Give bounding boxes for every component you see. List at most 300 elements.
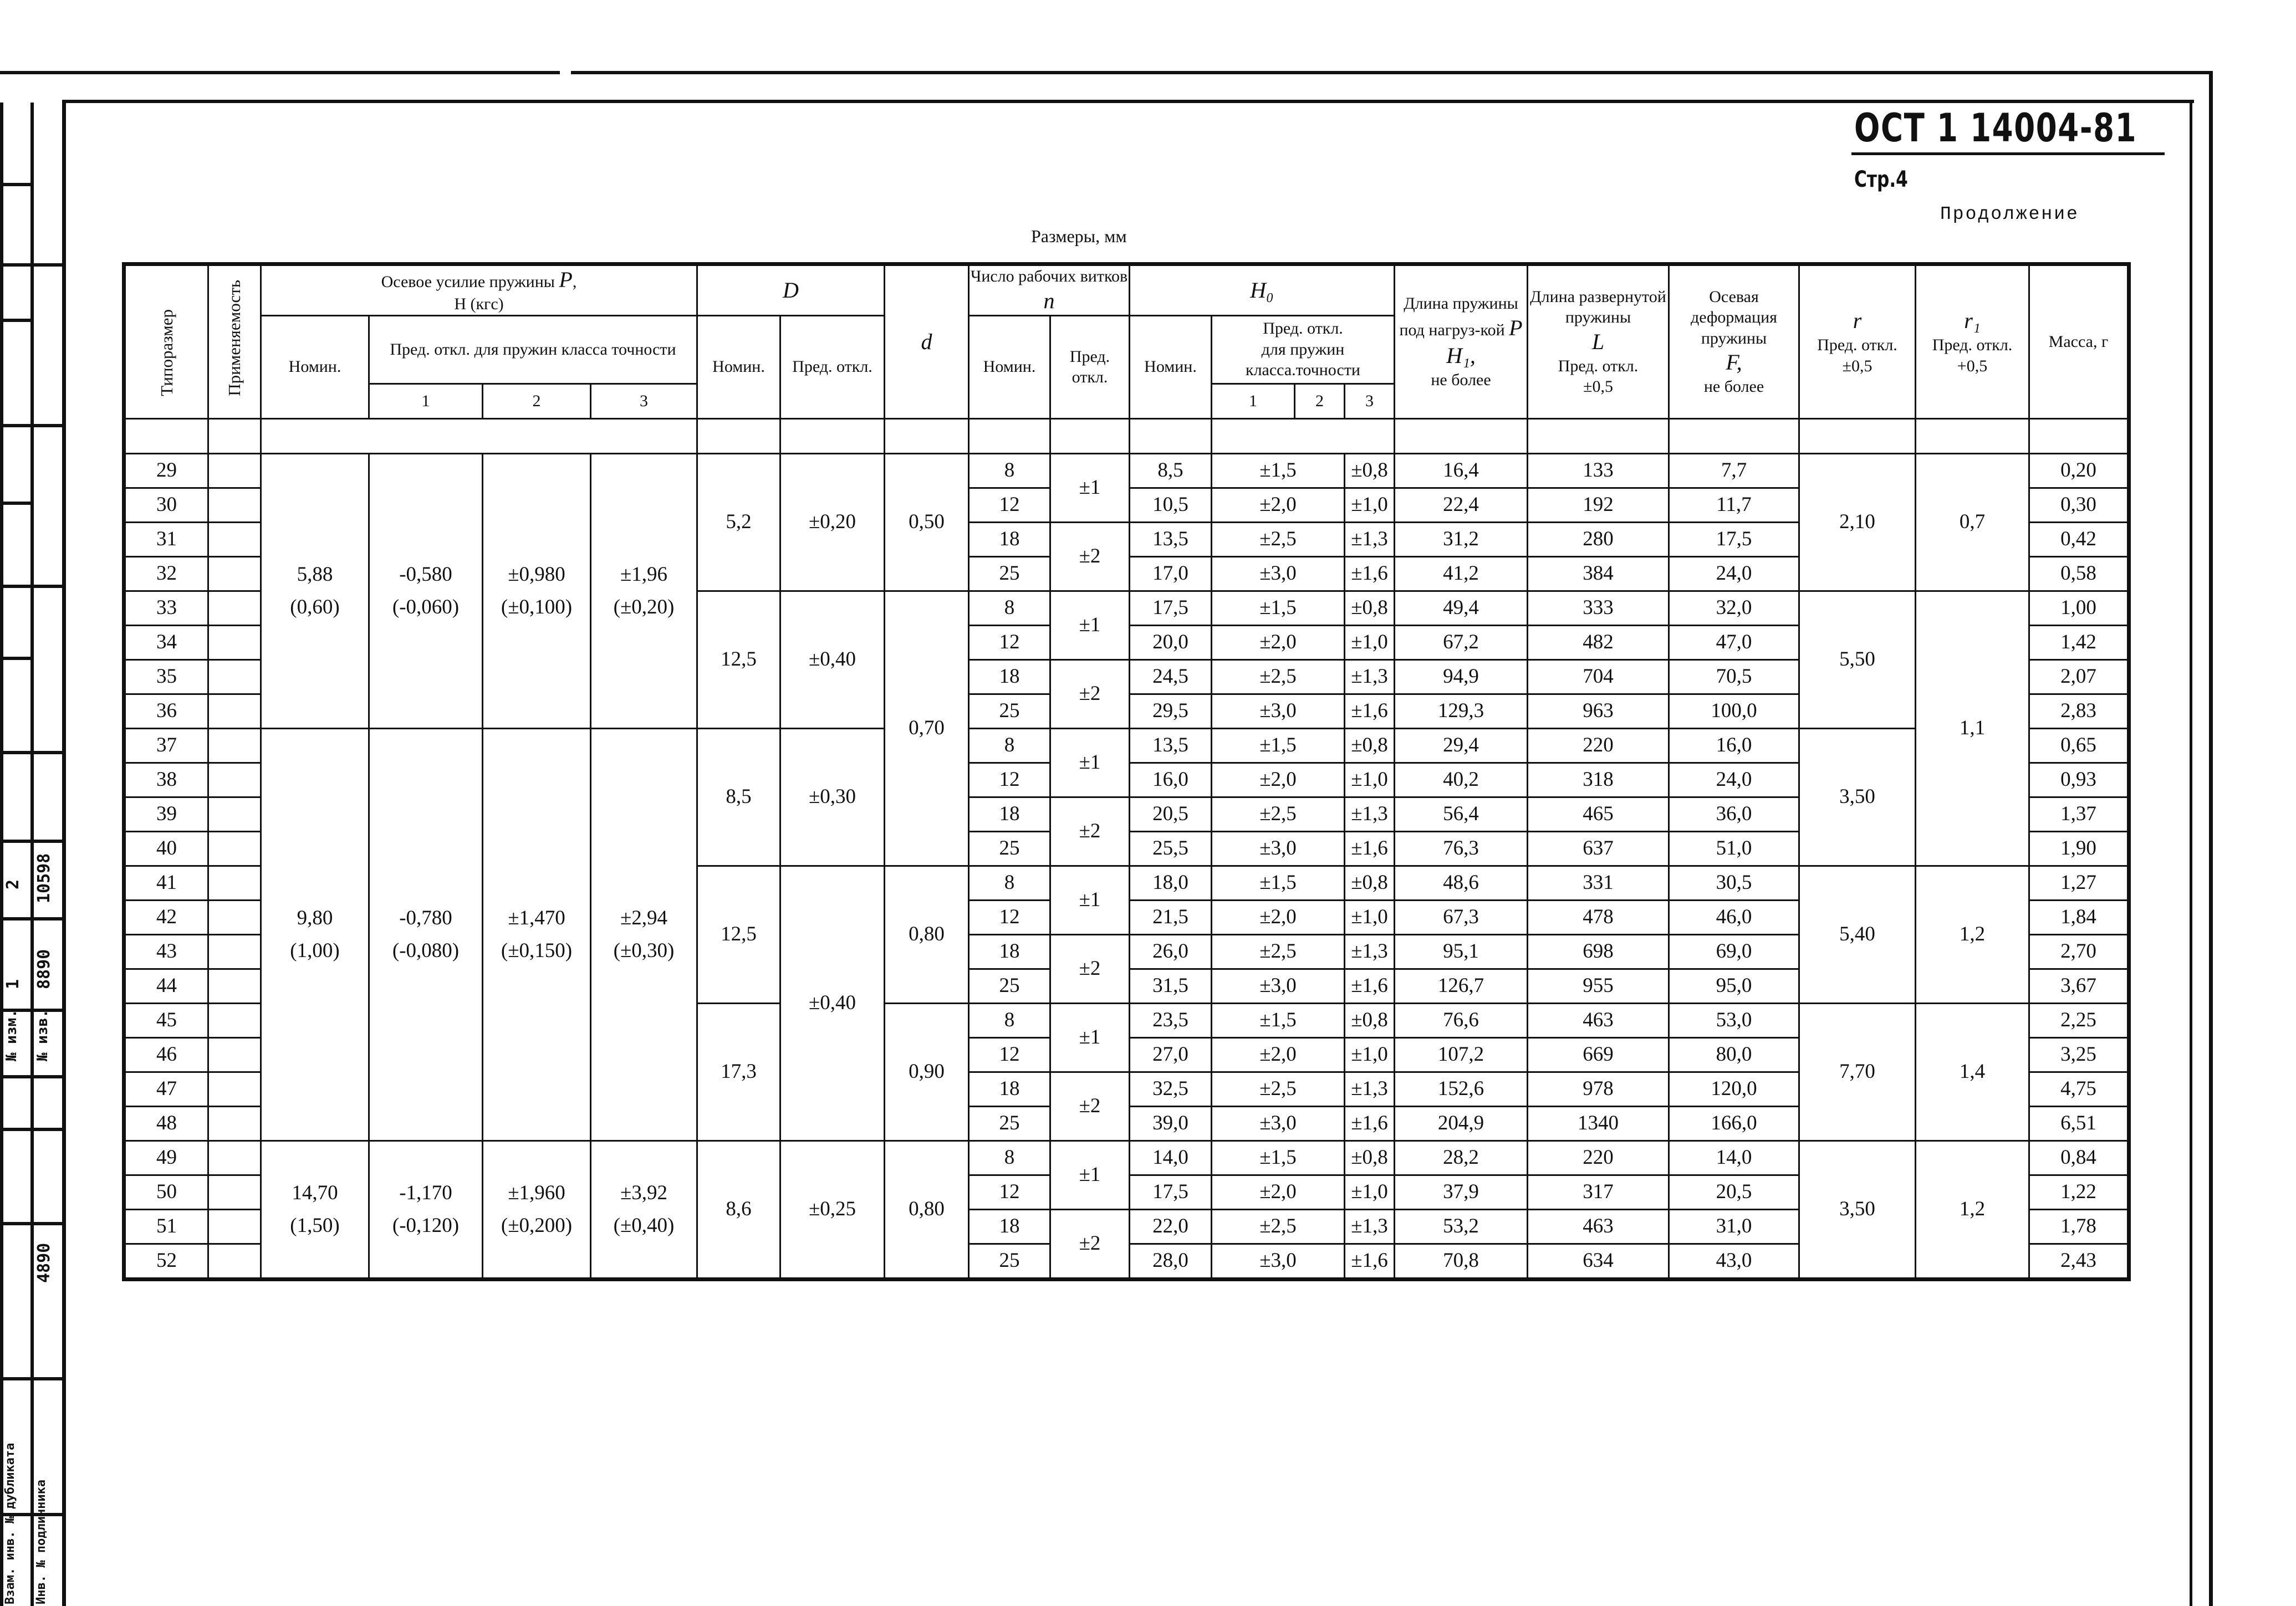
n-dev-cell: ±2 <box>1050 1209 1130 1279</box>
F-cell: 120,0 <box>1669 1072 1799 1106</box>
H0-nom-cell: 13,5 <box>1130 728 1212 763</box>
gap-cell <box>1528 418 1669 453</box>
H0-dev-class12-cell: ±1,5 <box>1212 866 1345 900</box>
H1-cell: 48,6 <box>1395 866 1528 900</box>
mass-cell: 1,84 <box>2029 900 2129 934</box>
col-header-class-2: 2 <box>483 383 591 418</box>
use-cell <box>208 866 261 900</box>
use-cell <box>208 556 261 591</box>
mass-cell: 2,43 <box>2029 1244 2129 1279</box>
H0-nom-cell: 32,5 <box>1130 1072 1212 1106</box>
L-cell: 463 <box>1528 1003 1669 1037</box>
mass-cell: 0,30 <box>2029 488 2129 522</box>
r1-cell: 1,2 <box>1916 1140 2029 1279</box>
type-cell: 37 <box>124 728 208 763</box>
force-dev-1-kgs: (-0,080) <box>392 939 460 962</box>
strip-left-edge <box>0 103 3 1606</box>
L-cell: 280 <box>1528 522 1669 556</box>
col-header-D: D <box>697 264 885 316</box>
F-cell: 100,0 <box>1669 694 1799 728</box>
H0-dev-class12-cell: ±1,5 <box>1212 728 1345 763</box>
use-cell <box>208 763 261 797</box>
strip-line <box>0 840 65 843</box>
H1-cell: 129,3 <box>1395 694 1528 728</box>
H0-dev-class12-cell: ±3,0 <box>1212 694 1345 728</box>
mass-cell: 1,42 <box>2029 625 2129 659</box>
use-cell <box>208 1037 261 1072</box>
use-cell <box>208 1140 261 1175</box>
force-dev-1-kgs: (-0,120) <box>392 1214 460 1237</box>
mass-cell: 0,20 <box>2029 453 2129 488</box>
H0-dev-class3-cell: ±1,6 <box>1345 1106 1395 1140</box>
F-cell: 31,0 <box>1669 1209 1799 1244</box>
n-nom-cell: 18 <box>969 1072 1050 1106</box>
type-cell: 47 <box>124 1072 208 1106</box>
col-header-n: Число рабочих витков n <box>969 264 1130 316</box>
r-cell: 5,40 <box>1799 866 1916 1003</box>
D-dev-cell: ±0,20 <box>780 453 885 591</box>
n-nom-cell: 12 <box>969 1175 1050 1209</box>
n-nom-cell: 8 <box>969 866 1050 900</box>
use-cell <box>208 1106 261 1140</box>
H0-dev-class3-cell: ±1,6 <box>1345 1244 1395 1279</box>
gap-cell <box>1050 418 1130 453</box>
table-row <box>124 728 2129 763</box>
H0-nom-cell: 22,0 <box>1130 1209 1212 1244</box>
strip-divider <box>30 103 34 1606</box>
n-dev-cell: ±2 <box>1050 659 1130 728</box>
H0-nom-cell: 17,0 <box>1130 556 1212 591</box>
H0-dev-class3-cell: ±1,3 <box>1345 934 1395 969</box>
strip-line <box>0 183 33 186</box>
H0-dev-class12-cell: ±1,5 <box>1212 453 1345 488</box>
type-cell: 46 <box>124 1037 208 1072</box>
d-cell: 0,50 <box>885 453 969 591</box>
frame-right-outer <box>2209 71 2213 1606</box>
D-nom-cell: 12,5 <box>697 866 780 1003</box>
col-header-class-1: 1 <box>369 383 483 418</box>
L-cell: 333 <box>1528 591 1669 625</box>
col-header-class-3: 3 <box>591 383 697 418</box>
mass-cell: 2,70 <box>2029 934 2129 969</box>
force-dev-1-value: -1,170 <box>399 1181 452 1204</box>
H0-dev-class3-cell: ±0,8 <box>1345 728 1395 763</box>
H0-dev-class12-cell: ±2,0 <box>1212 625 1345 659</box>
L-cell: 698 <box>1528 934 1669 969</box>
r1-cell: 1,1 <box>1916 591 2029 866</box>
F-cell: 47,0 <box>1669 625 1799 659</box>
H0-dev-class3-cell: ±1,0 <box>1345 1175 1395 1209</box>
stamp-value: 1 <box>3 979 23 989</box>
H1-cell: 53,2 <box>1395 1209 1528 1244</box>
col-header-force-dev: Пред. откл. для пружин класса точности <box>369 315 697 383</box>
stamp-label: № изм. <box>3 1009 20 1061</box>
L-cell: 1340 <box>1528 1106 1669 1140</box>
F-cell: 17,5 <box>1669 522 1799 556</box>
spring-spec-table <box>122 262 2131 1281</box>
F-cell: 7,7 <box>1669 453 1799 488</box>
use-cell <box>208 694 261 728</box>
type-cell: 51 <box>124 1209 208 1244</box>
mass-cell: 4,75 <box>2029 1072 2129 1106</box>
type-cell: 52 <box>124 1244 208 1279</box>
col-header-H0-class-2: 2 <box>1295 383 1345 418</box>
strip-line <box>0 319 33 322</box>
gap-cell <box>1799 418 1916 453</box>
H0-nom-cell: 23,5 <box>1130 1003 1212 1037</box>
H0-nom-cell: 17,5 <box>1130 591 1212 625</box>
type-cell: 30 <box>124 488 208 522</box>
d-cell: 0,90 <box>885 1003 969 1140</box>
H0-dev-class3-cell: ±1,3 <box>1345 797 1395 831</box>
n-dev-cell: ±1 <box>1050 866 1130 934</box>
type-cell: 42 <box>124 900 208 934</box>
r-cell: 7,70 <box>1799 1003 1916 1140</box>
F-cell: 32,0 <box>1669 591 1799 625</box>
type-cell: 31 <box>124 522 208 556</box>
gap-cell <box>208 418 261 453</box>
col-header-F: Осевая деформация пружины F, не более <box>1669 264 1799 419</box>
H0-dev-class3-cell: ±1,6 <box>1345 694 1395 728</box>
n-dev-cell: ±2 <box>1050 934 1130 1003</box>
L-cell: 637 <box>1528 831 1669 866</box>
n-nom-cell: 18 <box>969 797 1050 831</box>
F-cell: 46,0 <box>1669 900 1799 934</box>
H0-dev-class3-cell: ±1,0 <box>1345 900 1395 934</box>
n-dev-cell: ±2 <box>1050 797 1130 866</box>
force-dev-2-value: ±1,470 <box>508 906 565 929</box>
col-header-H0: H₀ <box>1130 264 1395 316</box>
use-cell <box>208 1244 261 1279</box>
H0-nom-cell: 27,0 <box>1130 1037 1212 1072</box>
use-cell <box>208 1072 261 1106</box>
strip-line <box>0 1222 65 1225</box>
L-cell: 669 <box>1528 1037 1669 1072</box>
L-cell: 318 <box>1528 763 1669 797</box>
units-label: Размеры, мм <box>1031 226 1127 246</box>
col-header-n-nom: Номин. <box>969 315 1050 418</box>
gap-cell <box>697 418 780 453</box>
d-cell: 0,80 <box>885 1140 969 1279</box>
n-nom-cell: 8 <box>969 1003 1050 1037</box>
strip-line <box>0 751 65 754</box>
force-nom <box>261 728 369 1140</box>
mass-cell: 2,07 <box>2029 659 2129 694</box>
L-cell: 482 <box>1528 625 1669 659</box>
force-dev-1 <box>369 453 483 728</box>
r-cell: 5,50 <box>1799 591 1916 728</box>
force-dev-1-kgs: (-0,060) <box>392 596 460 618</box>
H0-nom-cell: 8,5 <box>1130 453 1212 488</box>
H0-dev-class3-cell: ±0,8 <box>1345 1003 1395 1037</box>
H1-cell: 40,2 <box>1395 763 1528 797</box>
gap-cell <box>1669 418 1799 453</box>
H0-nom-cell: 13,5 <box>1130 522 1212 556</box>
H0-dev-class12-cell: ±3,0 <box>1212 556 1345 591</box>
top-border-left <box>0 71 560 74</box>
H0-nom-cell: 16,0 <box>1130 763 1212 797</box>
n-dev-cell: ±1 <box>1050 591 1130 659</box>
col-header-use: Применяемость <box>208 264 261 419</box>
use-cell <box>208 1003 261 1037</box>
strip-line <box>0 917 65 920</box>
stamp-value: 2 <box>3 879 23 889</box>
strip-line <box>0 424 65 427</box>
D-nom-cell: 8,5 <box>697 728 780 866</box>
H0-dev-class3-cell: ±0,8 <box>1345 866 1395 900</box>
gap-cell <box>1395 418 1528 453</box>
L-cell: 478 <box>1528 900 1669 934</box>
mass-cell: 1,78 <box>2029 1209 2129 1244</box>
n-nom-cell: 18 <box>969 934 1050 969</box>
type-cell: 38 <box>124 763 208 797</box>
H0-dev-class3-cell: ±1,6 <box>1345 969 1395 1003</box>
H1-cell: 70,8 <box>1395 1244 1528 1279</box>
top-border-right <box>571 71 2212 74</box>
L-cell: 220 <box>1528 728 1669 763</box>
F-cell: 53,0 <box>1669 1003 1799 1037</box>
n-dev-cell: ±1 <box>1050 453 1130 522</box>
type-cell: 43 <box>124 934 208 969</box>
force-nom-kgs: (1,00) <box>290 939 340 962</box>
margin-stamp <box>0 103 65 1606</box>
mass-cell: 1,27 <box>2029 866 2129 900</box>
n-dev-cell: ±2 <box>1050 522 1130 591</box>
L-cell: 192 <box>1528 488 1669 522</box>
col-header-H0-class-3: 3 <box>1345 383 1395 418</box>
page-label: Стр. <box>1854 167 1896 192</box>
col-header-force: Осевое усилие пружины P, Н (кгс) <box>261 264 697 316</box>
H0-dev-class12-cell: ±2,5 <box>1212 522 1345 556</box>
H1-cell: 31,2 <box>1395 522 1528 556</box>
F-cell: 69,0 <box>1669 934 1799 969</box>
H1-cell: 95,1 <box>1395 934 1528 969</box>
strip-line <box>0 1128 65 1131</box>
type-cell: 29 <box>124 453 208 488</box>
L-cell: 465 <box>1528 797 1669 831</box>
force-dev-3-value: ±1,96 <box>620 562 668 586</box>
type-cell: 40 <box>124 831 208 866</box>
force-dev-2-kgs: (±0,100) <box>501 596 573 618</box>
H0-nom-cell: 21,5 <box>1130 900 1212 934</box>
force-dev-2-value: ±1,960 <box>508 1181 565 1204</box>
force-nom-value: 14,70 <box>292 1181 338 1204</box>
H1-cell: 28,2 <box>1395 1140 1528 1175</box>
mass-cell: 0,58 <box>2029 556 2129 591</box>
D-dev-cell: ±0,30 <box>780 728 885 866</box>
header-gap-row <box>124 418 2129 453</box>
H0-dev-class12-cell: ±3,0 <box>1212 1106 1345 1140</box>
H0-nom-cell: 29,5 <box>1130 694 1212 728</box>
H0-nom-cell: 31,5 <box>1130 969 1212 1003</box>
H0-nom-cell: 17,5 <box>1130 1175 1212 1209</box>
L-cell: 963 <box>1528 694 1669 728</box>
H1-cell: 56,4 <box>1395 797 1528 831</box>
n-nom-cell: 8 <box>969 591 1050 625</box>
force-dev-3-kgs: (±0,30) <box>613 939 675 962</box>
mass-cell: 0,84 <box>2029 1140 2129 1175</box>
force-dev-1-value: -0,580 <box>399 562 452 586</box>
L-cell: 463 <box>1528 1209 1669 1244</box>
F-cell: 16,0 <box>1669 728 1799 763</box>
col-header-H0-nom: Номин. <box>1130 315 1212 418</box>
strip-line <box>0 502 33 505</box>
r-cell: 2,10 <box>1799 453 1916 591</box>
n-dev-cell: ±2 <box>1050 1072 1130 1140</box>
stamp-label: № изв. <box>34 1009 51 1061</box>
mass-cell: 1,37 <box>2029 797 2129 831</box>
F-cell: 30,5 <box>1669 866 1799 900</box>
H0-dev-class12-cell: ±1,5 <box>1212 1140 1345 1175</box>
H0-dev-class12-cell: ±1,5 <box>1212 1003 1345 1037</box>
H1-cell: 126,7 <box>1395 969 1528 1003</box>
force-nom <box>261 453 369 728</box>
n-nom-cell: 12 <box>969 763 1050 797</box>
H1-cell: 76,6 <box>1395 1003 1528 1037</box>
F-cell: 70,5 <box>1669 659 1799 694</box>
r1-cell: 1,2 <box>1916 866 2029 1003</box>
H0-dev-class12-cell: ±1,5 <box>1212 591 1345 625</box>
n-nom-cell: 12 <box>969 625 1050 659</box>
H1-cell: 76,3 <box>1395 831 1528 866</box>
col-header-H0-dev: Пред. откл. для пружин класса.точности <box>1212 315 1395 383</box>
col-header-D-dev: Пред. откл. <box>780 315 885 418</box>
type-cell: 36 <box>124 694 208 728</box>
use-cell <box>208 900 261 934</box>
col-header-r: r Пред. откл. ±0,5 <box>1799 264 1916 419</box>
H0-dev-class3-cell: ±0,8 <box>1345 1140 1395 1175</box>
D-nom-cell: 8,6 <box>697 1140 780 1279</box>
L-cell: 133 <box>1528 453 1669 488</box>
n-nom-cell: 25 <box>969 694 1050 728</box>
F-cell: 20,5 <box>1669 1175 1799 1209</box>
type-cell: 48 <box>124 1106 208 1140</box>
table-row <box>124 453 2129 488</box>
H1-cell: 22,4 <box>1395 488 1528 522</box>
type-cell: 39 <box>124 797 208 831</box>
strip-line <box>0 585 65 588</box>
L-cell: 384 <box>1528 556 1669 591</box>
table-data-body <box>124 453 2129 1279</box>
gap-cell <box>1130 418 1212 453</box>
mass-cell: 1,90 <box>2029 831 2129 866</box>
D-nom-cell: 12,5 <box>697 591 780 728</box>
use-cell <box>208 934 261 969</box>
L-cell: 704 <box>1528 659 1669 694</box>
n-nom-cell: 8 <box>969 453 1050 488</box>
mass-cell: 2,25 <box>2029 1003 2129 1037</box>
mass-cell: 3,25 <box>2029 1037 2129 1072</box>
H0-dev-class3-cell: ±0,8 <box>1345 591 1395 625</box>
H0-dev-class12-cell: ±2,0 <box>1212 900 1345 934</box>
H0-dev-class12-cell: ±3,0 <box>1212 969 1345 1003</box>
H1-cell: 94,9 <box>1395 659 1528 694</box>
col-header-r1: r₁ Пред. откл. +0,5 <box>1916 264 2029 419</box>
col-header-d: d <box>885 264 969 419</box>
use-cell <box>208 728 261 763</box>
force-nom <box>261 1140 369 1279</box>
F-cell: 11,7 <box>1669 488 1799 522</box>
gap-cell <box>1916 418 2029 453</box>
force-dev-3-kgs: (±0,40) <box>613 1214 675 1237</box>
n-nom-cell: 25 <box>969 969 1050 1003</box>
r1-cell: 1,4 <box>1916 1003 2029 1140</box>
force-nom-value: 5,88 <box>297 562 333 586</box>
H1-cell: 41,2 <box>1395 556 1528 591</box>
use-cell <box>208 969 261 1003</box>
L-cell: 634 <box>1528 1244 1669 1279</box>
H0-nom-cell: 26,0 <box>1130 934 1212 969</box>
L-cell: 331 <box>1528 866 1669 900</box>
H0-dev-class3-cell: ±1,0 <box>1345 1037 1395 1072</box>
H0-nom-cell: 24,5 <box>1130 659 1212 694</box>
force-dev-3 <box>591 1140 697 1279</box>
H1-cell: 152,6 <box>1395 1072 1528 1106</box>
H0-dev-class12-cell: ±2,5 <box>1212 934 1345 969</box>
H1-cell: 67,3 <box>1395 900 1528 934</box>
col-header-force-nom: Номин. <box>261 315 369 418</box>
F-cell: 24,0 <box>1669 763 1799 797</box>
force-dev-1 <box>369 728 483 1140</box>
n-nom-cell: 8 <box>969 728 1050 763</box>
H1-cell: 29,4 <box>1395 728 1528 763</box>
col-header-mass: Масса, г <box>2029 264 2129 419</box>
H0-nom-cell: 20,5 <box>1130 797 1212 831</box>
table-row <box>124 1140 2129 1175</box>
r-cell: 3,50 <box>1799 728 1916 866</box>
F-cell: 80,0 <box>1669 1037 1799 1072</box>
mass-cell: 0,65 <box>2029 728 2129 763</box>
n-nom-cell: 18 <box>969 522 1050 556</box>
force-dev-1-value: -0,780 <box>399 906 452 929</box>
use-cell <box>208 831 261 866</box>
strip-line <box>0 1377 65 1380</box>
n-nom-cell: 25 <box>969 1244 1050 1279</box>
F-cell: 166,0 <box>1669 1106 1799 1140</box>
H0-dev-class3-cell: ±1,6 <box>1345 556 1395 591</box>
d-cell: 0,80 <box>885 866 969 1003</box>
col-header-D-nom: Номин. <box>697 315 780 418</box>
D-dev-cell: ±0,40 <box>780 591 885 728</box>
H1-cell: 67,2 <box>1395 625 1528 659</box>
D-dev-cell: ±0,40 <box>780 866 885 1140</box>
gap-cell <box>885 418 969 453</box>
document-designation: ОСТ 1 14004-81 Стр.4 <box>1854 105 2137 192</box>
gap-cell <box>124 418 208 453</box>
type-cell: 32 <box>124 556 208 591</box>
use-cell <box>208 453 261 488</box>
H0-dev-class3-cell: ±1,3 <box>1345 659 1395 694</box>
n-nom-cell: 12 <box>969 488 1050 522</box>
mass-cell: 1,22 <box>2029 1175 2129 1209</box>
H0-dev-class3-cell: ±1,6 <box>1345 831 1395 866</box>
n-nom-cell: 8 <box>969 1140 1050 1175</box>
frame-right-inner <box>2190 100 2192 1606</box>
force-dev-2-value: ±0,980 <box>508 562 565 586</box>
n-nom-cell: 25 <box>969 831 1050 866</box>
use-cell <box>208 1175 261 1209</box>
force-dev-3-value: ±2,94 <box>620 906 668 929</box>
L-cell: 317 <box>1528 1175 1669 1209</box>
F-cell: 24,0 <box>1669 556 1799 591</box>
H1-cell: 37,9 <box>1395 1175 1528 1209</box>
force-dev-2-kgs: (±0,200) <box>501 1214 573 1237</box>
n-nom-cell: 12 <box>969 1037 1050 1072</box>
gap-cell <box>261 418 697 453</box>
continuation-label: Продолжение <box>1940 204 2079 224</box>
D-dev-cell: ±0,25 <box>780 1140 885 1279</box>
use-cell <box>208 797 261 831</box>
